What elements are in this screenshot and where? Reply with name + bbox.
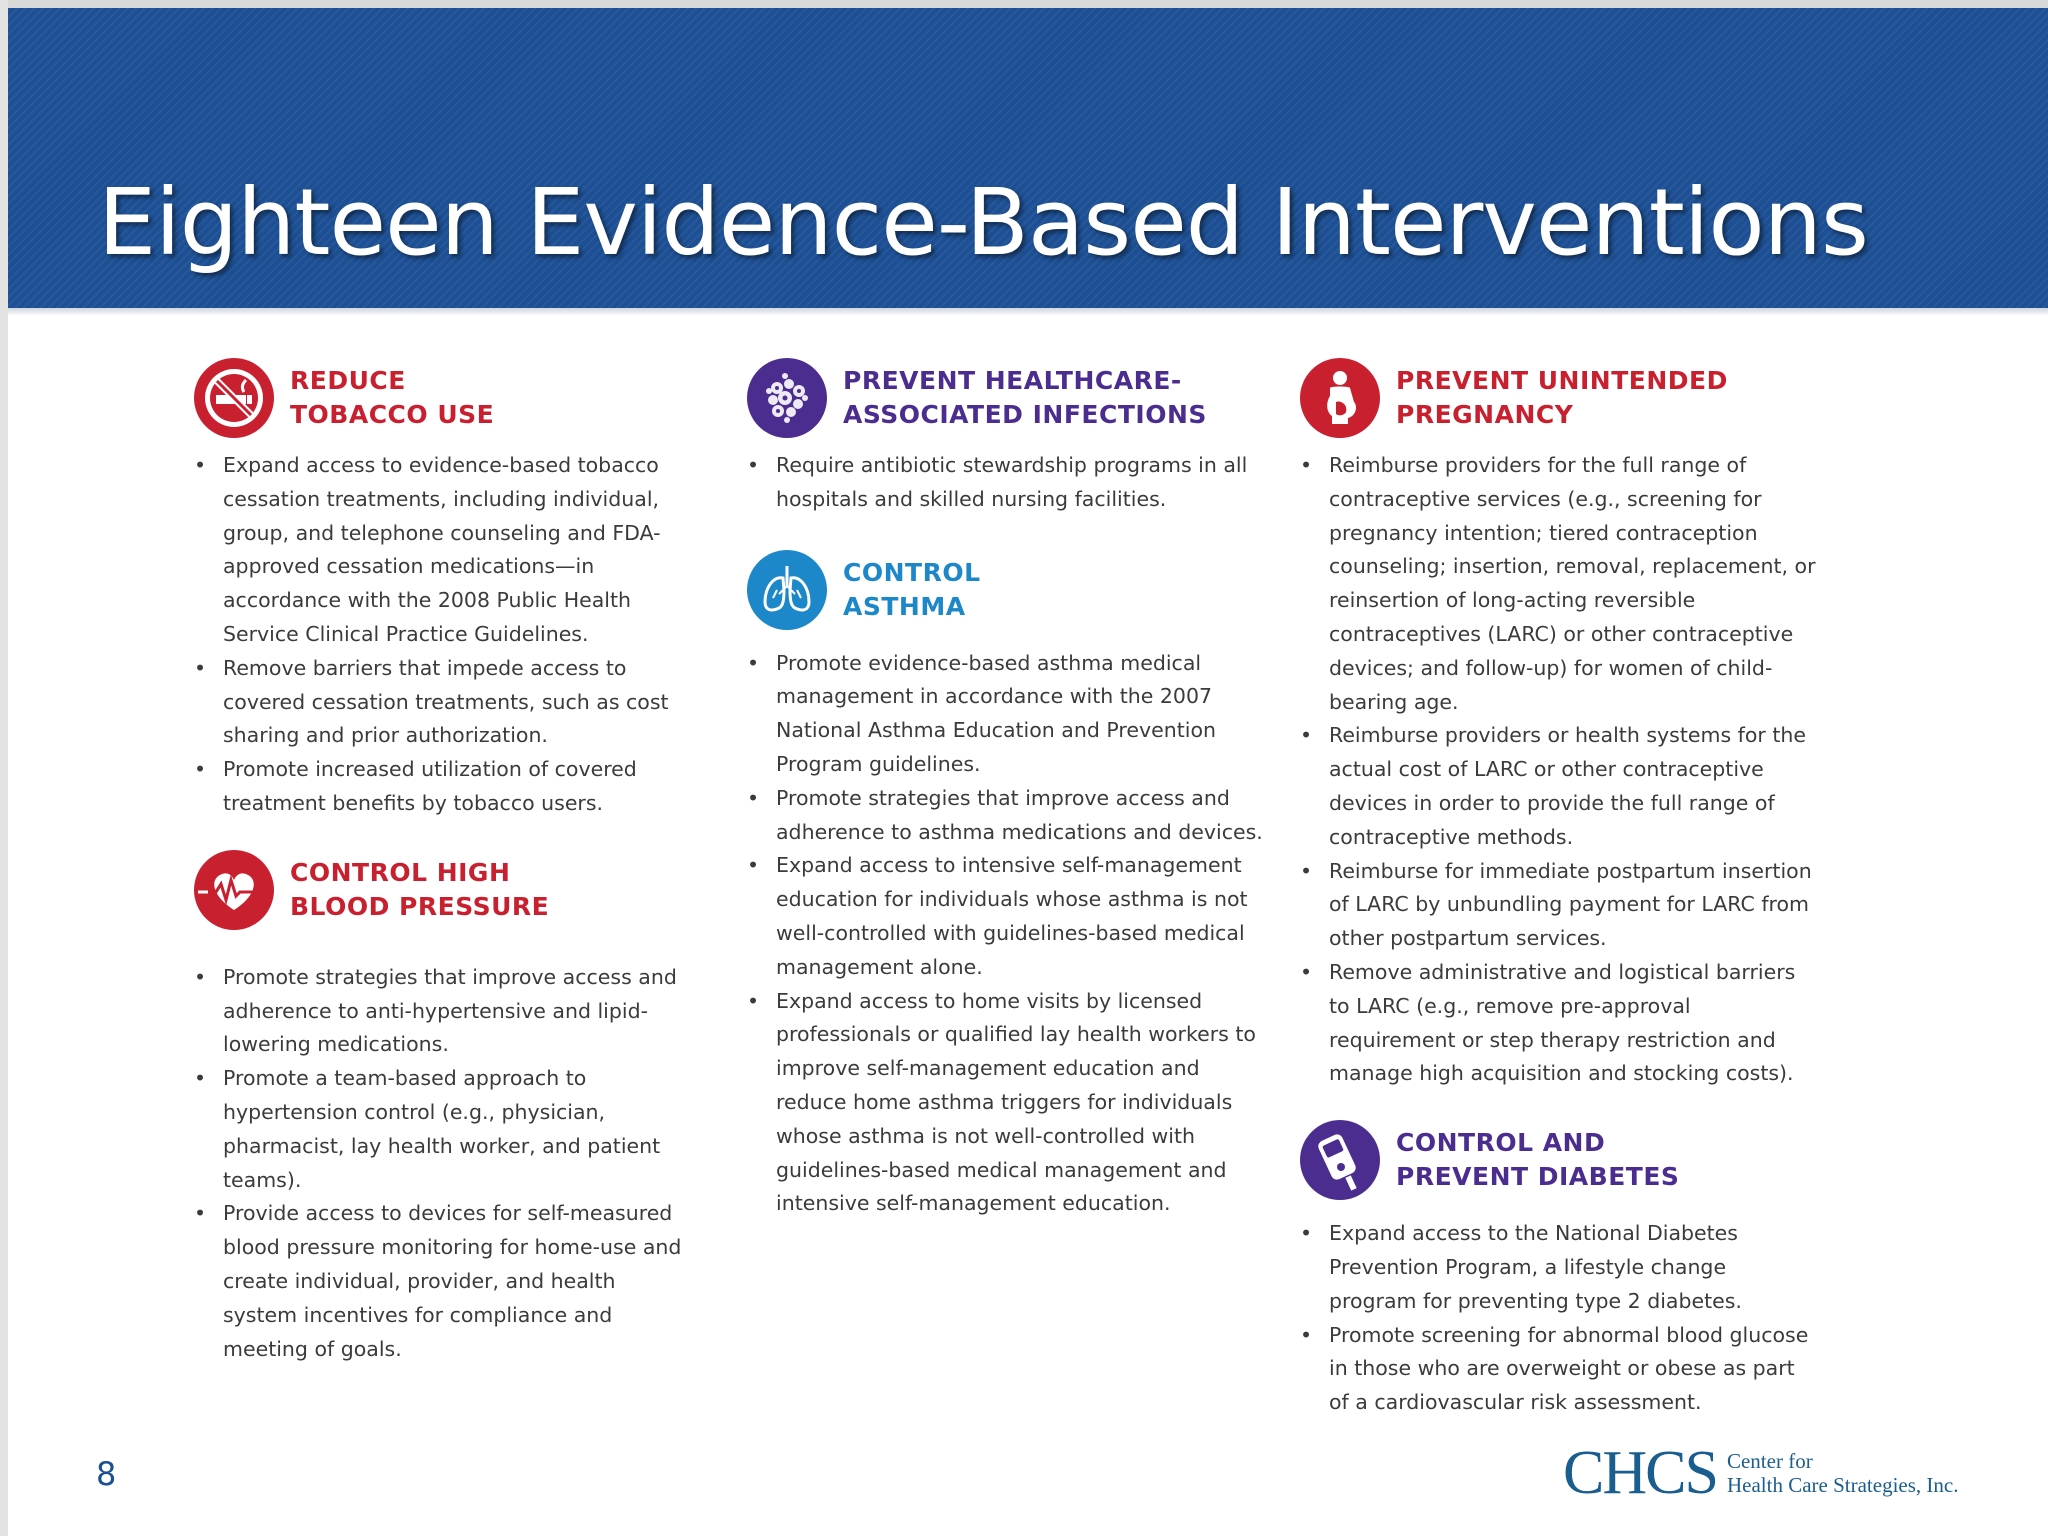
list-item: • Promote increased utilization of covered treatment benefits by tobacco users. xyxy=(194,757,637,815)
section-heading-line2: ASSOCIATED INFECTIONS xyxy=(843,400,1207,429)
list-item-text: Expand access to intensive self-management education for individuals whose asthma is not well-controlled with guidelines-based medical management alone. xyxy=(776,853,1248,979)
section-heading-line1: CONTROL AND xyxy=(1396,1128,1606,1158)
list-item: • Remove administrative and logistical barriers to LARC (e.g., remove pre-approval requirement or step therapy restriction and manage high acquisition and stocking costs). xyxy=(1300,959,1796,1086)
list-item-text: Promote strategies that improve access and adherence to anti-hypertensive and lipid- lowering medications. xyxy=(223,964,677,1057)
section-heading-line2: ASTHMA xyxy=(843,591,966,621)
section-header xyxy=(1300,355,1820,441)
lungs-icon xyxy=(747,550,827,630)
list-item-text: Promote a team-based approach to hypertension control (e.g., physician, pharmacist, lay health worker, and patient teams). xyxy=(223,1066,661,1192)
page-number: 8 xyxy=(96,1455,117,1493)
section-heading-line1: PREVENT UNINTENDED xyxy=(1396,366,1728,395)
list-item-text: Provide access to devices for self-measured blood pressure monitoring for home-use and create individual, provider, and health system incentives for compliance and meeting of goals. xyxy=(223,1201,682,1361)
section-heading-line1: PREVENT HEALTHCARE- xyxy=(843,366,1182,395)
section-heading-line2: BLOOD PRESSURE xyxy=(290,891,550,921)
section-heading-line2: PREVENT DIABETES xyxy=(1396,1162,1680,1192)
slide-frame-top xyxy=(0,0,2048,8)
logo-line1: Center for xyxy=(1726,1449,1813,1473)
title-banner xyxy=(8,8,2048,308)
section-heading-line1: CONTROL xyxy=(843,557,981,587)
section-control-asthma xyxy=(747,547,1267,1222)
list-item: • Remove barriers that impede access to covered cessation treatments, such as cost sharing and prior authorization. xyxy=(194,655,669,748)
chcs-logo xyxy=(1563,1440,1958,1506)
column-2 xyxy=(747,355,1267,1221)
section-prevent-pregnancy xyxy=(1300,355,1820,1091)
slide-title: Eighteen Evidence-Based Interventions xyxy=(98,169,1868,276)
list-item-text: Reimburse providers or health systems for the actual cost of LARC or other contraceptive devices in order to provide the full range of contraceptive methods. xyxy=(1329,723,1807,849)
list-item: • Require antibiotic stewardship programs in all hospitals and skilled nursing facilities. xyxy=(747,453,1248,511)
list-item-text: Remove administrative and logistical barriers to LARC (e.g., remove pre-approval requirement or step therapy restriction and manage high acquisition and stocking costs). xyxy=(1329,959,1796,1086)
list-item: • Promote strategies that improve access and adherence to anti-hypertensive and lipid- lowering medications. xyxy=(194,964,677,1057)
bullet-list xyxy=(194,449,694,821)
section-heading-line2: TOBACCO USE xyxy=(290,400,495,429)
banner-shadow xyxy=(8,308,2048,316)
logo-line2: Health Care Strategies, Inc. xyxy=(1726,1473,1959,1497)
list-item: • Expand access to the National Diabetes Prevention Program, a lifestyle change program for preventing type 2 diabetes. xyxy=(1300,1221,1742,1313)
bullet-list xyxy=(194,961,694,1367)
section-heading-line2: PREGNANCY xyxy=(1396,400,1574,429)
no-smoking-icon xyxy=(194,358,274,438)
column-1 xyxy=(194,355,694,1366)
logo-text xyxy=(1727,1449,1959,1497)
list-item-text: Promote evidence-based asthma medical management in accordance with the 2007 National Asthma Education and Prevention Program guidelines. xyxy=(776,650,1216,776)
section-control-blood-pressure xyxy=(194,847,694,1367)
list-item: • Promote screening for abnormal blood glucose in those who are overweight or obese as part of a cardiovascular risk assessment. xyxy=(1300,1322,1809,1415)
list-item: • Expand access to home visits by licensed professionals or qualified lay health workers to improve self-management education and reduce home asthma triggers for individuals whose asthma is not well-controlled with guidelines-based medical management and intensive self-management education. xyxy=(747,988,1256,1216)
list-item: • Reimburse providers or health systems for the actual cost of LARC or other contraceptive devices in order to provide the full range of contraceptive methods. xyxy=(1300,723,1807,849)
glucose-meter-icon xyxy=(1300,1120,1380,1200)
section-prevent-diabetes xyxy=(1300,1117,1820,1420)
list-item-text: Expand access to the National Diabetes Prevention Program, a lifestyle change program for preventing type 2 diabetes. xyxy=(1329,1221,1742,1313)
list-item: • Promote strategies that improve access and adherence to asthma medications and devices. xyxy=(747,785,1263,844)
list-item-text: Promote strategies that improve access and adherence to asthma medications and devices. xyxy=(776,785,1263,844)
list-item: • Expand access to evidence-based tobacco cessation treatments, including individual, group, and telephone counseling and FDA-approved cessation medications—in accordance with the 2008 Public Health Service Clinical Practice Guidelines. xyxy=(194,453,661,646)
heart-pulse-icon xyxy=(194,850,274,930)
section-header xyxy=(747,355,1267,441)
list-item-text: Remove barriers that impede access to covered cessation treatments, such as cost sharing and prior authorization. xyxy=(223,655,669,748)
list-item: • Promote a team-based approach to hypertension control (e.g., physician, pharmacist, lay health worker, and patient teams). xyxy=(194,1066,661,1192)
list-item-text: Reimburse providers for the full range of contraceptive services (e.g., screening for pregnancy intention; tiered contraception counseling; insertion, removal, replacement, or reinsertion of long-acting reversible contraceptives (LARC) or other contraceptive devices; and follow-up) for women of child-bearing age. xyxy=(1329,453,1816,714)
bullet-list xyxy=(747,449,1267,517)
list-item-text: Expand access to evidence-based tobacco cessation treatments, including individual, group, and telephone counseling and FDA-approved cessation medications—in accordance with the 2008 Public Health Service Clinical Practice Guidelines. xyxy=(223,453,661,646)
list-item-text: Promote increased utilization of covered treatment benefits by tobacco users. xyxy=(223,757,637,815)
bullet-list xyxy=(1300,1217,1820,1420)
section-heading-line1: CONTROL HIGH xyxy=(290,857,511,887)
logo-mark: CHCS xyxy=(1563,1439,1717,1507)
bullet-list xyxy=(1300,449,1820,1091)
section-header xyxy=(194,355,694,441)
list-item-text: Promote screening for abnormal blood glucose in those who are overweight or obese as part of a cardiovascular risk assessment. xyxy=(1329,1322,1809,1415)
column-3 xyxy=(1300,355,1820,1420)
section-header xyxy=(194,847,694,933)
list-item: • Reimburse providers for the full range of contraceptive services (e.g., screening for pregnancy intention; tiered contraception counseling; insertion, removal, replacement, or reinsertion of long-acting reversible contraceptives (LARC) or other contraceptive devices; and follow-up) for women of child-bearing age. xyxy=(1300,453,1816,714)
section-prevent-infections xyxy=(747,355,1267,517)
pregnant-woman-icon xyxy=(1300,358,1380,438)
section-heading-line1: REDUCE xyxy=(290,366,406,395)
list-item-text: Reimburse for immediate postpartum insertion of LARC by unbundling payment for LARC from other postpartum services. xyxy=(1329,858,1812,951)
list-item-text: Require antibiotic stewardship programs in all hospitals and skilled nursing facilities. xyxy=(776,453,1248,511)
list-item-text: Expand access to home visits by licensed professionals or qualified lay health workers to improve self-management education and reduce home asthma triggers for individuals whose asthma is not well-controlled with guidelines-based medical management and intensive self-management education. xyxy=(776,988,1256,1216)
bacteria-icon xyxy=(747,358,827,438)
list-item: • Provide access to devices for self-measured blood pressure monitoring for home-use and create individual, provider, and health system incentives for compliance and meeting of goals. xyxy=(194,1201,682,1361)
list-item: • Reimburse for immediate postpartum insertion of LARC by unbundling payment for LARC from other postpartum services. xyxy=(1300,858,1812,951)
section-header xyxy=(747,547,1267,633)
list-item: • Promote evidence-based asthma medical management in accordance with the 2007 National Asthma Education and Prevention Program guidelines. xyxy=(747,650,1216,776)
section-reduce-tobacco xyxy=(194,355,694,821)
slide-frame-left xyxy=(0,0,8,1536)
section-header xyxy=(1300,1117,1820,1203)
bullet-list xyxy=(747,647,1267,1222)
list-item: • Expand access to intensive self-management education for individuals whose asthma is not well-controlled with guidelines-based medical management alone. xyxy=(747,853,1248,979)
